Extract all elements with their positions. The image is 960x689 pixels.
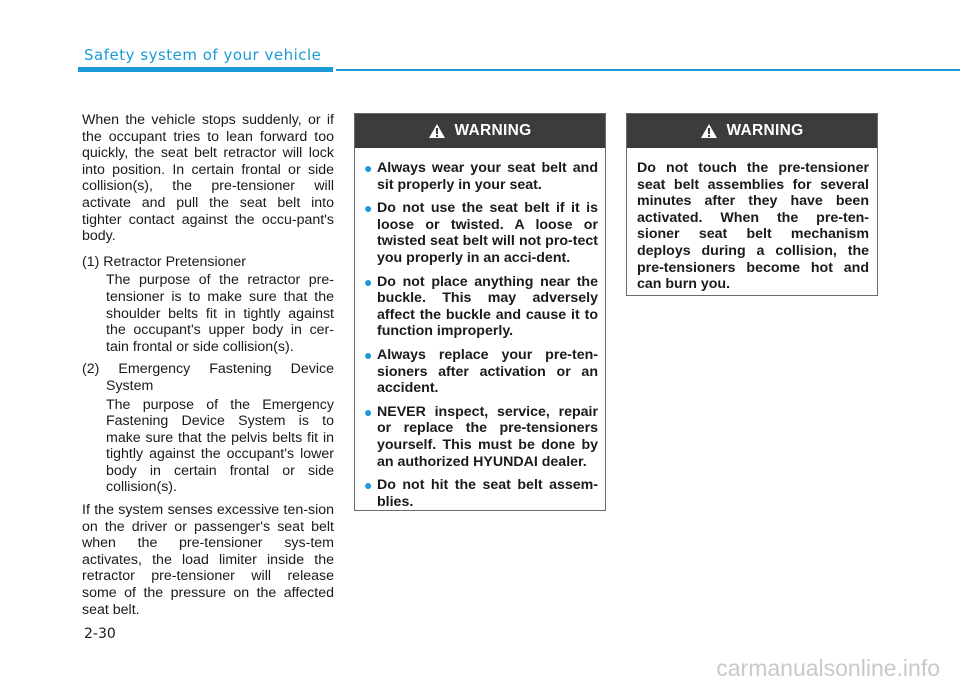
- body-column: [82, 112, 334, 627]
- warning-item-text: Always wear your seat belt and sit properly in your seat.: [377, 160, 598, 193]
- list-item: [82, 254, 334, 356]
- warning-item-text: Do not hit the seat belt assem-blies.: [377, 477, 598, 510]
- section-title: Safety system of your vehicle: [84, 46, 322, 64]
- bullet-dot-icon: ●: [364, 346, 373, 363]
- warning-item-text: Do not place anything near the buckle. This may adversely affect the buckle and cause it to function improperly.: [377, 273, 598, 340]
- page-number: 2-30: [84, 626, 116, 642]
- bullet-dot-icon: ●: [364, 160, 373, 176]
- warning-item-text: NEVER inspect, service, repair or replace the pre-tensioners yourself. This must be done by an authorized HYUNDAI dealer.: [377, 403, 598, 470]
- warning-item-text: Do not use the seat belt if it is loose or twisted. A loose or twisted seat belt will not pro-tect you properly in an acci-dent.: [377, 200, 598, 266]
- warning-item: [364, 273, 598, 340]
- warning-triangle-icon: [700, 123, 718, 139]
- item-title: (2) Emergency Fastening Device System: [82, 361, 334, 394]
- warning-header: [355, 114, 605, 148]
- bullet-dot-icon: ●: [364, 273, 373, 290]
- warning-item: [364, 477, 598, 510]
- bullet-dot-icon: ●: [364, 403, 373, 420]
- watermark: carmanualsonline.info: [716, 655, 940, 681]
- warning-text: Do not touch the pre-tensioner seat belt assemblies for several minutes after they have been activated. When the pre-ten-sioner seat belt mechanism deploys during a collision, the pre-tensioners become hot and can burn you.: [637, 160, 869, 293]
- warning-header: [627, 114, 877, 148]
- warning-title: WARNING: [454, 122, 532, 139]
- warning-item: [364, 200, 598, 266]
- item-body: The purpose of the retractor pre-tensioner is to make sure that the shoulder belts fit in tightly against the occupant's upper body in cer-tain frontal or side collision(s).: [106, 272, 334, 355]
- warning-item: [364, 160, 598, 193]
- warning-item: [364, 346, 598, 397]
- header-rule-thin: [336, 69, 960, 71]
- warning-item: [364, 403, 598, 470]
- warning-box-2: [626, 113, 878, 296]
- closing-paragraph: If the system senses excessive ten-sion on the driver or passenger's seat belt when the pre-tensioner sys-tem activates, the load limiter inside the retractor pre-tensioner will release some of the pressure on the affected seat belt.: [82, 502, 334, 618]
- intro-paragraph: When the vehicle stops suddenly, or if the occupant tries to lean forward too quickly, the seat belt retractor will lock into position. In certain frontal or side collision(s), the pre-tensioner will activate and pull the seat belt into tighter contact against the occu-pant's body.: [82, 112, 334, 245]
- warning-item-text: Always replace your pre-ten-sioners after activation or an accident.: [377, 346, 598, 397]
- bullet-dot-icon: ●: [364, 477, 373, 494]
- item-title: (1) Retractor Pretensioner: [82, 253, 247, 270]
- warning-box-1: [354, 113, 606, 511]
- header-rule-thick: [78, 67, 333, 72]
- warning-title: WARNING: [726, 122, 804, 139]
- item-body: The purpose of the Emergency Fastening Device System is to make sure that the pelvis belts fit in tightly against the occupant's lower body in certain frontal or side collision(s).: [106, 396, 334, 496]
- warning-list: [355, 148, 605, 527]
- list-item: [82, 361, 334, 496]
- bullet-dot-icon: ●: [364, 200, 373, 217]
- warning-triangle-icon: [428, 123, 446, 139]
